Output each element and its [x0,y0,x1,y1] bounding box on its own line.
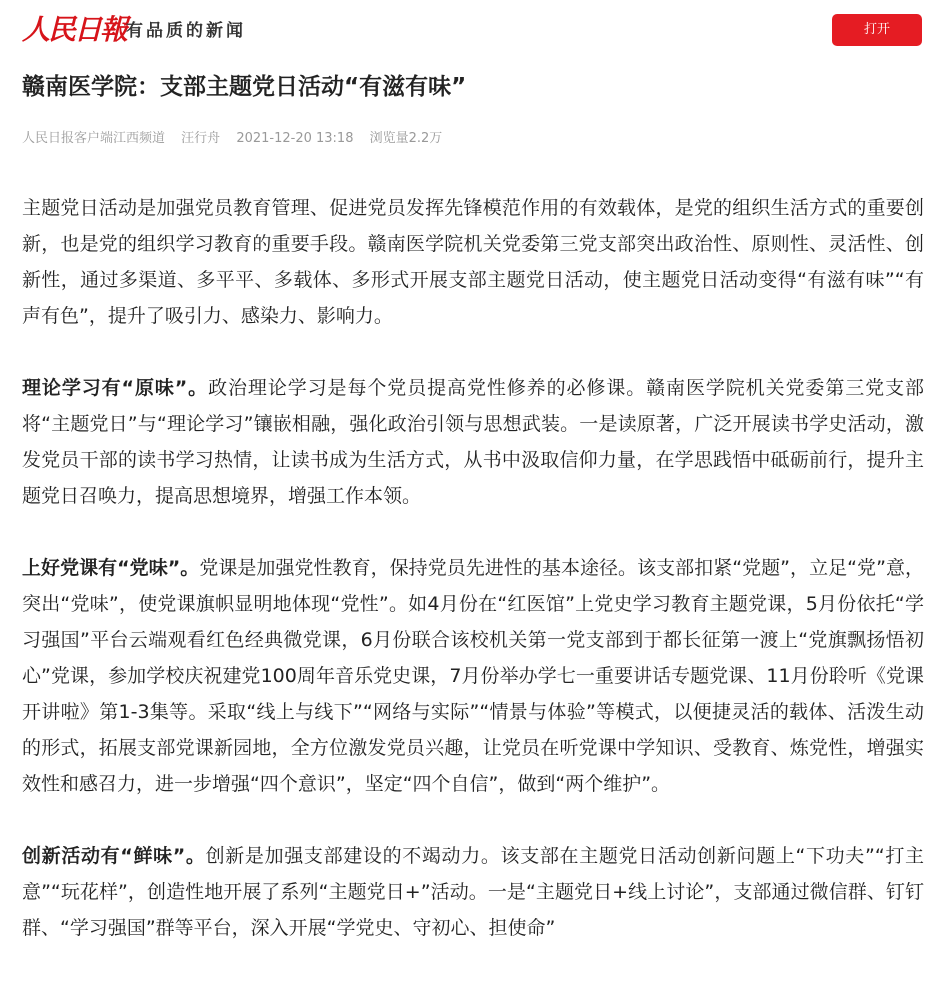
paragraph-lead: 创新活动有“鲜味”。 [22,845,206,867]
paragraph-text: 党课是加强党性教育，保持党员先进性的基本途径。该支部扣紧“党题”，立足“党”意，突出“党味”，使党课旗帜显明地体现“党性”。如4月份在“红医馆”上党史学习教育主题党课，5月份依托“学习强国”平台云端观看红色经典微党课，6月份联合该校机关第一党支部到于都长征第一渡上“党旗飘扬悟初心”党课，参加学校庆祝建党100周年音乐党史课，7月份举办学七一重要讲话专题党课、11月份聆听《党课开讲啦》第1-3集等。采取“线上与线下”“网络与实际”“情景与体验”等模式，以便捷灵活的载体、活泼生动的形式，拓展支部党课新园地，全方位激发党员兴趣，让党员在听党课中学知识、受教育、炼党性，增强实效性和感召力，进一步增强“四个意识”，坚定“四个自信”，做到“两个维护”。 [22,557,924,795]
article-views: 浏览量2.2万 [369,131,443,146]
paragraph-text: 创新是加强支部建设的不竭动力。该支部在主题党日活动创新问题上“下功夫”“打主意”“玩花样”，创造性地开展了系列“主题党日+”活动。一是“主题党日+线上讨论”，支部通过微信群、钉钉群、“学习强国”群等平台，深入开展“学党史、守初心、担使命” [22,845,924,939]
article-paragraph [22,838,924,946]
article-paragraph [22,370,924,514]
paragraph-lead: 上好党课有“党味”。 [22,557,200,579]
open-app-button[interactable]: 打开 [832,14,922,46]
article-source: 人民日报客户端江西频道 [22,131,166,146]
article-paragraph [22,190,924,334]
article-paragraph [22,550,924,802]
article-datetime: 2021-12-20 13:18 [236,131,354,146]
article-title: 赣南医学院：支部主题党日活动“有滋有味” [22,74,467,100]
paragraph-text: 主题党日活动是加强党员教育管理、促进党员发挥先锋模范作用的有效载体，是党的组织生活方式的重要创新，也是党的组织学习教育的重要手段。赣南医学院机关党委第三党支部突出政治性、原则性、灵活性、创新性，通过多渠道、多平平、多载体、多形式开展支部主题党日活动，使主题党日活动变得“有滋有味”“有声有色”，提升了吸引力、感染力、影响力。 [22,197,924,327]
people-daily-logo[interactable]: 人民日報 [22,13,127,46]
article-body [22,190,924,982]
article-author: 汪行舟 [181,131,221,146]
paragraph-lead: 理论学习有“原味”。 [22,377,209,399]
top-bar [0,0,940,62]
article-meta [22,128,454,150]
paragraph-text: 政治理论学习是每个党员提高党性修养的必修课。赣南医学院机关党委第三党支部将“主题党日”与“理论学习”镶嵌相融，强化政治引领与思想武装。一是读原著，广泛开展读书学史活动，激发党员干部的读书学习热情，让读书成为生活方式，从书中汲取信仰力量，在学思践悟中砥砺前行，提升主题党日召唤力，提高思想境界，增强工作本领。 [22,377,924,507]
slogan: 有品质的新闻 [126,21,246,41]
